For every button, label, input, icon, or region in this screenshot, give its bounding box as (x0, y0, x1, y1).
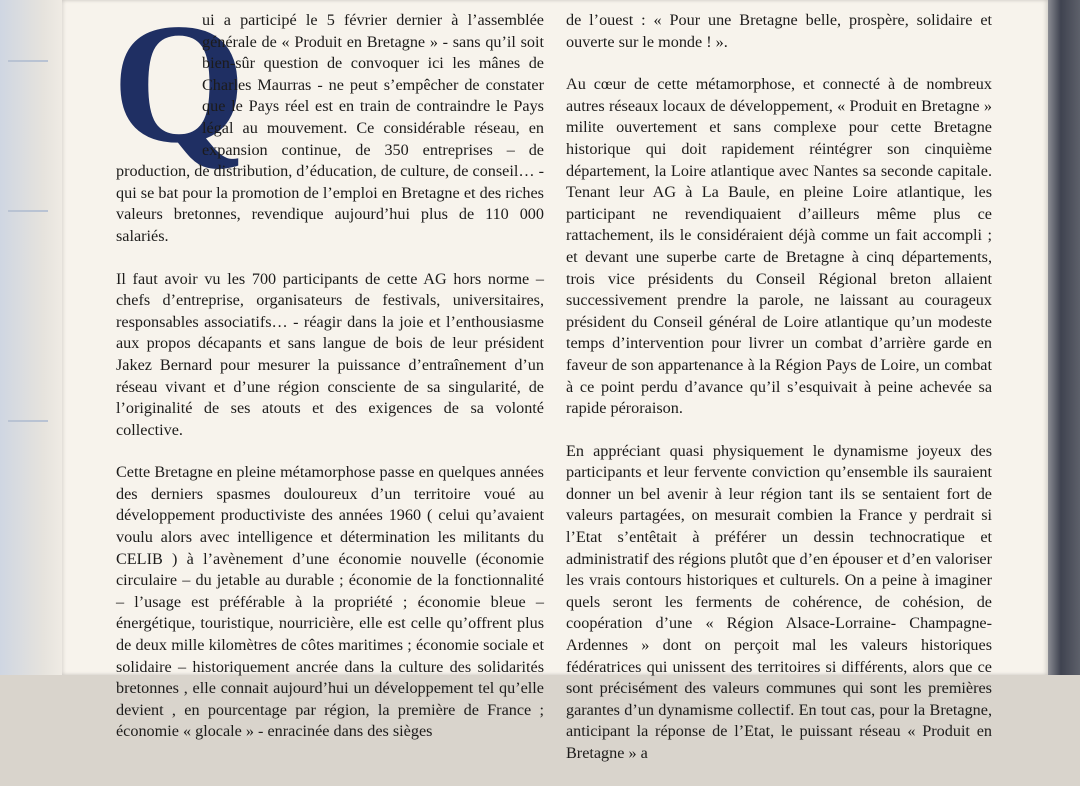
paragraph-1 (112, 0, 544, 248)
paragraph-3: Cette Bretagne en pleine métamorphose passe en quelques années des derniers spasmes douloureux d’un territoire voué au développement productiviste des années 1960 ( celui qu’avaient voulu alors avec intelligence et détermination les militants du CELIB ) à l’avènement d’une économie nouvelle (économie circulaire – du jetable au durable ; économie de la fonctionnalité – l’usage est préférable à la propriété ; économie bleue – énergétique, touristique, nourricière, elle est celle qu’offrent plus de deux mille kilomètres de côtes maritimes ; économie sociale et solidaire – historiquement ancrée dans la culture des solidarités bretonnes , elle connait aujourd’hui un développement tel qu’elle devient , en pourcentage par région, la première de France ; économie « glocale » - enracinée dans des sièges (116, 463, 544, 741)
next-page-edge (1048, 0, 1080, 675)
edge-mark (8, 420, 48, 422)
drop-cap: Q (112, 0, 246, 179)
paragraph-5: Au cœur de cette métamorphose, et connecté à de nombreux autres réseaux locaux de développement, « Produit en Bretagne » milite ouvertement et sans complexe pour cette Bretagne historique qui doit rapidement réintégrer son cinquième département, la Loire atlantique avec Nantes sa seconde capitale. Tenant leur AG à La Baule, en pleine Loire atlantique, les participant ne revendiquaient d’ailleurs même plus ce rattachement, ils le considéraient déjà comme un fait accompli ; et devant une superbe carte de Bretagne à cinq départements, trois vice présidents du Conseil Régional breton allaient successivement prendre la parole, ne laissant au courageux président du Conseil général de Loire atlantique qu’un modeste temps d’intervention pour livrer un combat d’arrière garde en faveur de son appartenance à la Région Pays de Loire, un combat à ce point perdu d’avance qu’il s’esquivait à peine achevée sa rapide péroraison. (566, 75, 992, 418)
paragraph-4: de l’ouest : « Pour une Bretagne belle, prospère, solidaire et ouverte sur le monde ! ». (566, 11, 992, 51)
paragraph-2: Il faut avoir vu les 700 participants de cette AG hors norme – chefs d’entreprise, organisateurs de festivals, universitaires, responsables associatifs… - réagir dans la joie et l’enthousiasme aux propos décapants et sans langue de bois de leur président Jakez Bernard pour mesurer la puissance d’entraînement d’un réseau vivant et d’une région consciente de sa singularité, de l’originalité de ses atouts et des exigences de sa volonté collective. (116, 269, 544, 439)
paragraph-1-text: ui a participé le 5 février dernier à l’assemblée générale de « Produit en Bretagne » - sans qu’il soit bien-sûr question de convoquer ici les mânes de Charles Maurras - ne peut s’empêcher de constater que le Pays réel est en train de contraindre le Pays légal au mouvement. Ce considérable réseau, en expansion continue, de 350 entreprises – de production, de distribution, d’éducation, de culture, de conseil… - qui se bat pour la promotion de l’emploi en Bretagne et des riches valeurs bretonnes, revendique aujourd’hui plus de 110 000 salariés. (116, 11, 544, 245)
right-column (566, 10, 992, 786)
edge-mark (8, 210, 48, 212)
adjacent-page-edge (0, 0, 62, 675)
left-column (112, 0, 544, 764)
edge-mark (8, 60, 48, 62)
paragraph-6: En appréciant quasi physiquement le dynamisme joyeux des participants et leur fervente conviction qu’ensemble ils sauraient donner un bel avenir à leur région tant ils se sentaient fort de valeurs partagées, on mesurait combien la France y perdrait si l’Etat s’entêtait à préférer un dessin technocratique et administratif des régions plutôt que d’en épouser et d’en valoriser les vrais contours historiques et culturels. On a peine à imaginer quels seront les ferments de cohérence, de cohésion, de coopération d’une « Région Alsace-Lorraine- Champagne- Ardennes » dont on perçoit mal les valeurs historiques fédératrices qui unissent des territoires si différents, alors que ce sont précisément des valeurs communes qui sont les premières garantes d’un dynamisme collectif. En tout cas, pour la Bretagne, anticipant la réponse de l’Etat, le puissant réseau « Produit en Bretagne » a (566, 441, 992, 762)
